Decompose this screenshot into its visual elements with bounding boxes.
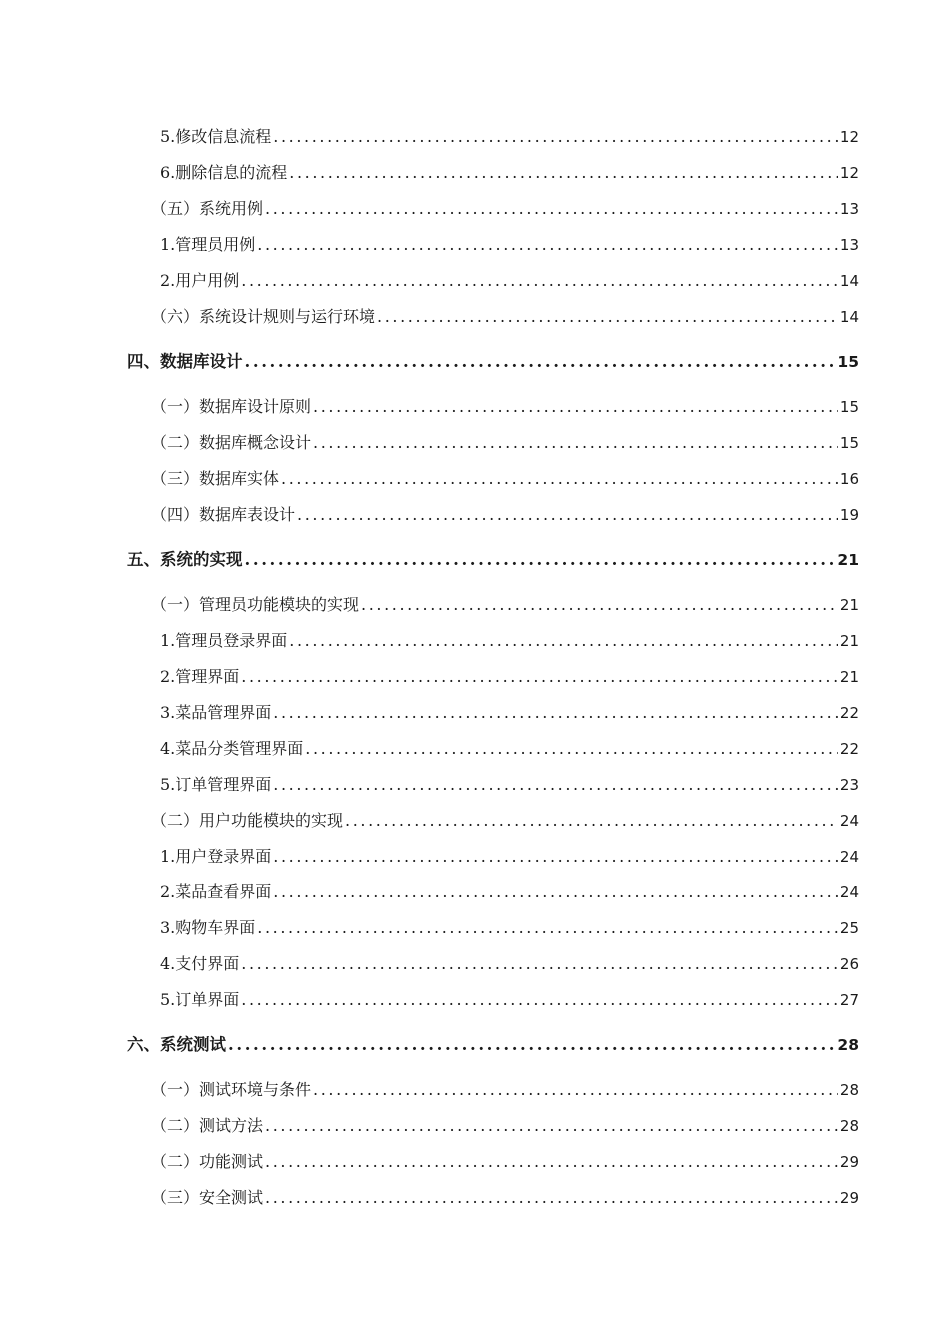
toc-page-number: 15 <box>837 353 859 371</box>
toc-entry[interactable] <box>160 989 859 1011</box>
toc-entry-title: 2.菜品查看界面 <box>160 882 272 901</box>
toc-entry-title: （二）用户功能模块的实现 <box>151 811 344 830</box>
toc-leader-dots <box>361 594 838 616</box>
toc-leader-dots <box>265 1187 838 1209</box>
toc-entry[interactable] <box>160 270 859 292</box>
toc-page-number: 12 <box>839 164 859 182</box>
toc-entry-title: （一）测试环境与条件 <box>151 1080 312 1099</box>
toc-entry-title: 4.菜品分类管理界面 <box>160 739 304 758</box>
toc-page-number: 27 <box>839 991 859 1009</box>
toc-entry[interactable] <box>151 468 859 490</box>
toc-leader-dots <box>305 738 838 760</box>
toc-entry-title: （一）管理员功能模块的实现 <box>151 595 360 614</box>
toc-entry-title: （一）数据库设计原则 <box>151 397 312 416</box>
toc-page-number: 28 <box>837 1036 859 1054</box>
toc-entry-title: 1.管理员登录界面 <box>160 631 288 650</box>
toc-entry[interactable] <box>160 162 859 184</box>
toc-leader-dots <box>241 989 838 1011</box>
toc-entry-title: （四）数据库表设计 <box>151 505 296 524</box>
toc-leader-dots <box>345 810 838 832</box>
toc-entry-title: 四、数据库设计 <box>127 352 243 371</box>
toc-chapter-entry[interactable] <box>127 1034 859 1056</box>
toc-entry[interactable] <box>160 738 859 760</box>
toc-entry[interactable] <box>160 234 859 256</box>
toc-entry[interactable] <box>151 306 859 328</box>
toc-page-number: 25 <box>839 919 859 937</box>
toc-leader-dots <box>241 953 838 975</box>
toc-leader-dots <box>313 396 838 418</box>
toc-page-number: 19 <box>839 506 859 524</box>
toc-leader-dots <box>273 881 838 903</box>
toc-page-number: 14 <box>839 272 859 290</box>
toc-page-number: 22 <box>839 704 859 722</box>
toc-entry-title: （三）数据库实体 <box>151 469 280 488</box>
toc-entry[interactable] <box>151 810 859 832</box>
toc-leader-dots <box>289 630 838 652</box>
toc-entry-title: 5.修改信息流程 <box>160 127 272 146</box>
toc-leader-dots <box>377 306 838 328</box>
toc-leader-dots <box>265 1151 838 1173</box>
toc-entry-title: （二）功能测试 <box>151 1152 264 1171</box>
toc-entry[interactable] <box>160 881 859 903</box>
toc-entry[interactable] <box>151 1079 859 1101</box>
toc-entry[interactable] <box>160 846 859 868</box>
toc-entry-title: 5.订单管理界面 <box>160 775 272 794</box>
toc-entry[interactable] <box>160 917 859 939</box>
toc-entry-title: （六）系统设计规则与运行环境 <box>151 307 376 326</box>
toc-leader-dots <box>273 126 838 148</box>
toc-leader-dots <box>273 846 838 868</box>
toc-leader-dots <box>257 917 838 939</box>
toc-entry[interactable] <box>160 702 859 724</box>
toc-page-number: 15 <box>839 434 859 452</box>
toc-page-number: 28 <box>839 1117 859 1135</box>
toc-page-number: 12 <box>839 128 859 146</box>
toc-entry-title: 5.订单界面 <box>160 990 240 1009</box>
toc-entry[interactable] <box>160 666 859 688</box>
toc-page-number: 24 <box>839 883 859 901</box>
toc-page-number: 15 <box>839 398 859 416</box>
toc-page-number: 13 <box>839 236 859 254</box>
toc-page-number: 26 <box>839 955 859 973</box>
toc-leader-dots <box>265 198 838 220</box>
toc-entry-title: 2.管理界面 <box>160 667 240 686</box>
toc-page-number: 21 <box>839 596 859 614</box>
toc-entry-title: 五、系统的实现 <box>127 550 243 569</box>
toc-page-number: 13 <box>839 200 859 218</box>
toc-page-number: 21 <box>839 668 859 686</box>
toc-page-number: 24 <box>839 812 859 830</box>
toc-entry[interactable] <box>151 594 859 616</box>
toc-entry[interactable] <box>151 396 859 418</box>
toc-page-number: 29 <box>839 1189 859 1207</box>
toc-entry[interactable] <box>151 198 859 220</box>
toc-page-number: 28 <box>839 1081 859 1099</box>
toc-leader-dots <box>273 702 838 724</box>
toc-page-number: 16 <box>839 470 859 488</box>
toc-leader-dots <box>228 1034 835 1056</box>
toc-entry-title: 六、系统测试 <box>127 1035 226 1054</box>
toc-page-number: 14 <box>839 308 859 326</box>
toc-entry[interactable] <box>151 1187 859 1209</box>
toc-page-number: 22 <box>839 740 859 758</box>
toc-entry[interactable] <box>160 774 859 796</box>
toc-page-number: 29 <box>839 1153 859 1171</box>
toc-entry-title: 1.用户登录界面 <box>160 847 272 866</box>
toc-leader-dots <box>241 666 838 688</box>
toc-leader-dots <box>265 1115 838 1137</box>
toc-entry-title: （五）系统用例 <box>151 199 264 218</box>
toc-entry[interactable] <box>151 504 859 526</box>
toc-leader-dots <box>313 432 838 454</box>
toc-entry-title: 2.用户用例 <box>160 271 240 290</box>
toc-entry-title: （二）数据库概念设计 <box>151 433 312 452</box>
toc-page-number: 21 <box>837 551 859 569</box>
toc-entry-title: （三）安全测试 <box>151 1188 264 1207</box>
toc-leader-dots <box>245 549 836 571</box>
toc-entry[interactable] <box>151 1151 859 1173</box>
toc-leader-dots <box>289 162 838 184</box>
toc-entry[interactable] <box>160 630 859 652</box>
toc-leader-dots <box>245 351 836 373</box>
toc-entry-title: 3.菜品管理界面 <box>160 703 272 722</box>
toc-chapter-entry[interactable] <box>127 351 859 373</box>
toc-page-number: 21 <box>839 632 859 650</box>
toc-chapter-entry[interactable] <box>127 549 859 571</box>
toc-entry-title: （二）测试方法 <box>151 1116 264 1135</box>
toc-leader-dots <box>313 1079 838 1101</box>
toc-entry-title: 4.支付界面 <box>160 954 240 973</box>
toc-leader-dots <box>281 468 838 490</box>
toc-leader-dots <box>257 234 838 256</box>
toc-entry-title: 6.删除信息的流程 <box>160 163 288 182</box>
toc-leader-dots <box>297 504 838 526</box>
toc-entry[interactable] <box>160 953 859 975</box>
toc-page-number: 23 <box>839 776 859 794</box>
toc-page-number: 24 <box>839 848 859 866</box>
toc-entry-title: 1.管理员用例 <box>160 235 256 254</box>
toc-entry[interactable] <box>151 1115 859 1137</box>
toc-entry-title: 3.购物车界面 <box>160 918 256 937</box>
toc-leader-dots <box>273 774 838 796</box>
toc-leader-dots <box>241 270 838 292</box>
toc-entry[interactable] <box>151 432 859 454</box>
toc-entry[interactable] <box>160 126 859 148</box>
